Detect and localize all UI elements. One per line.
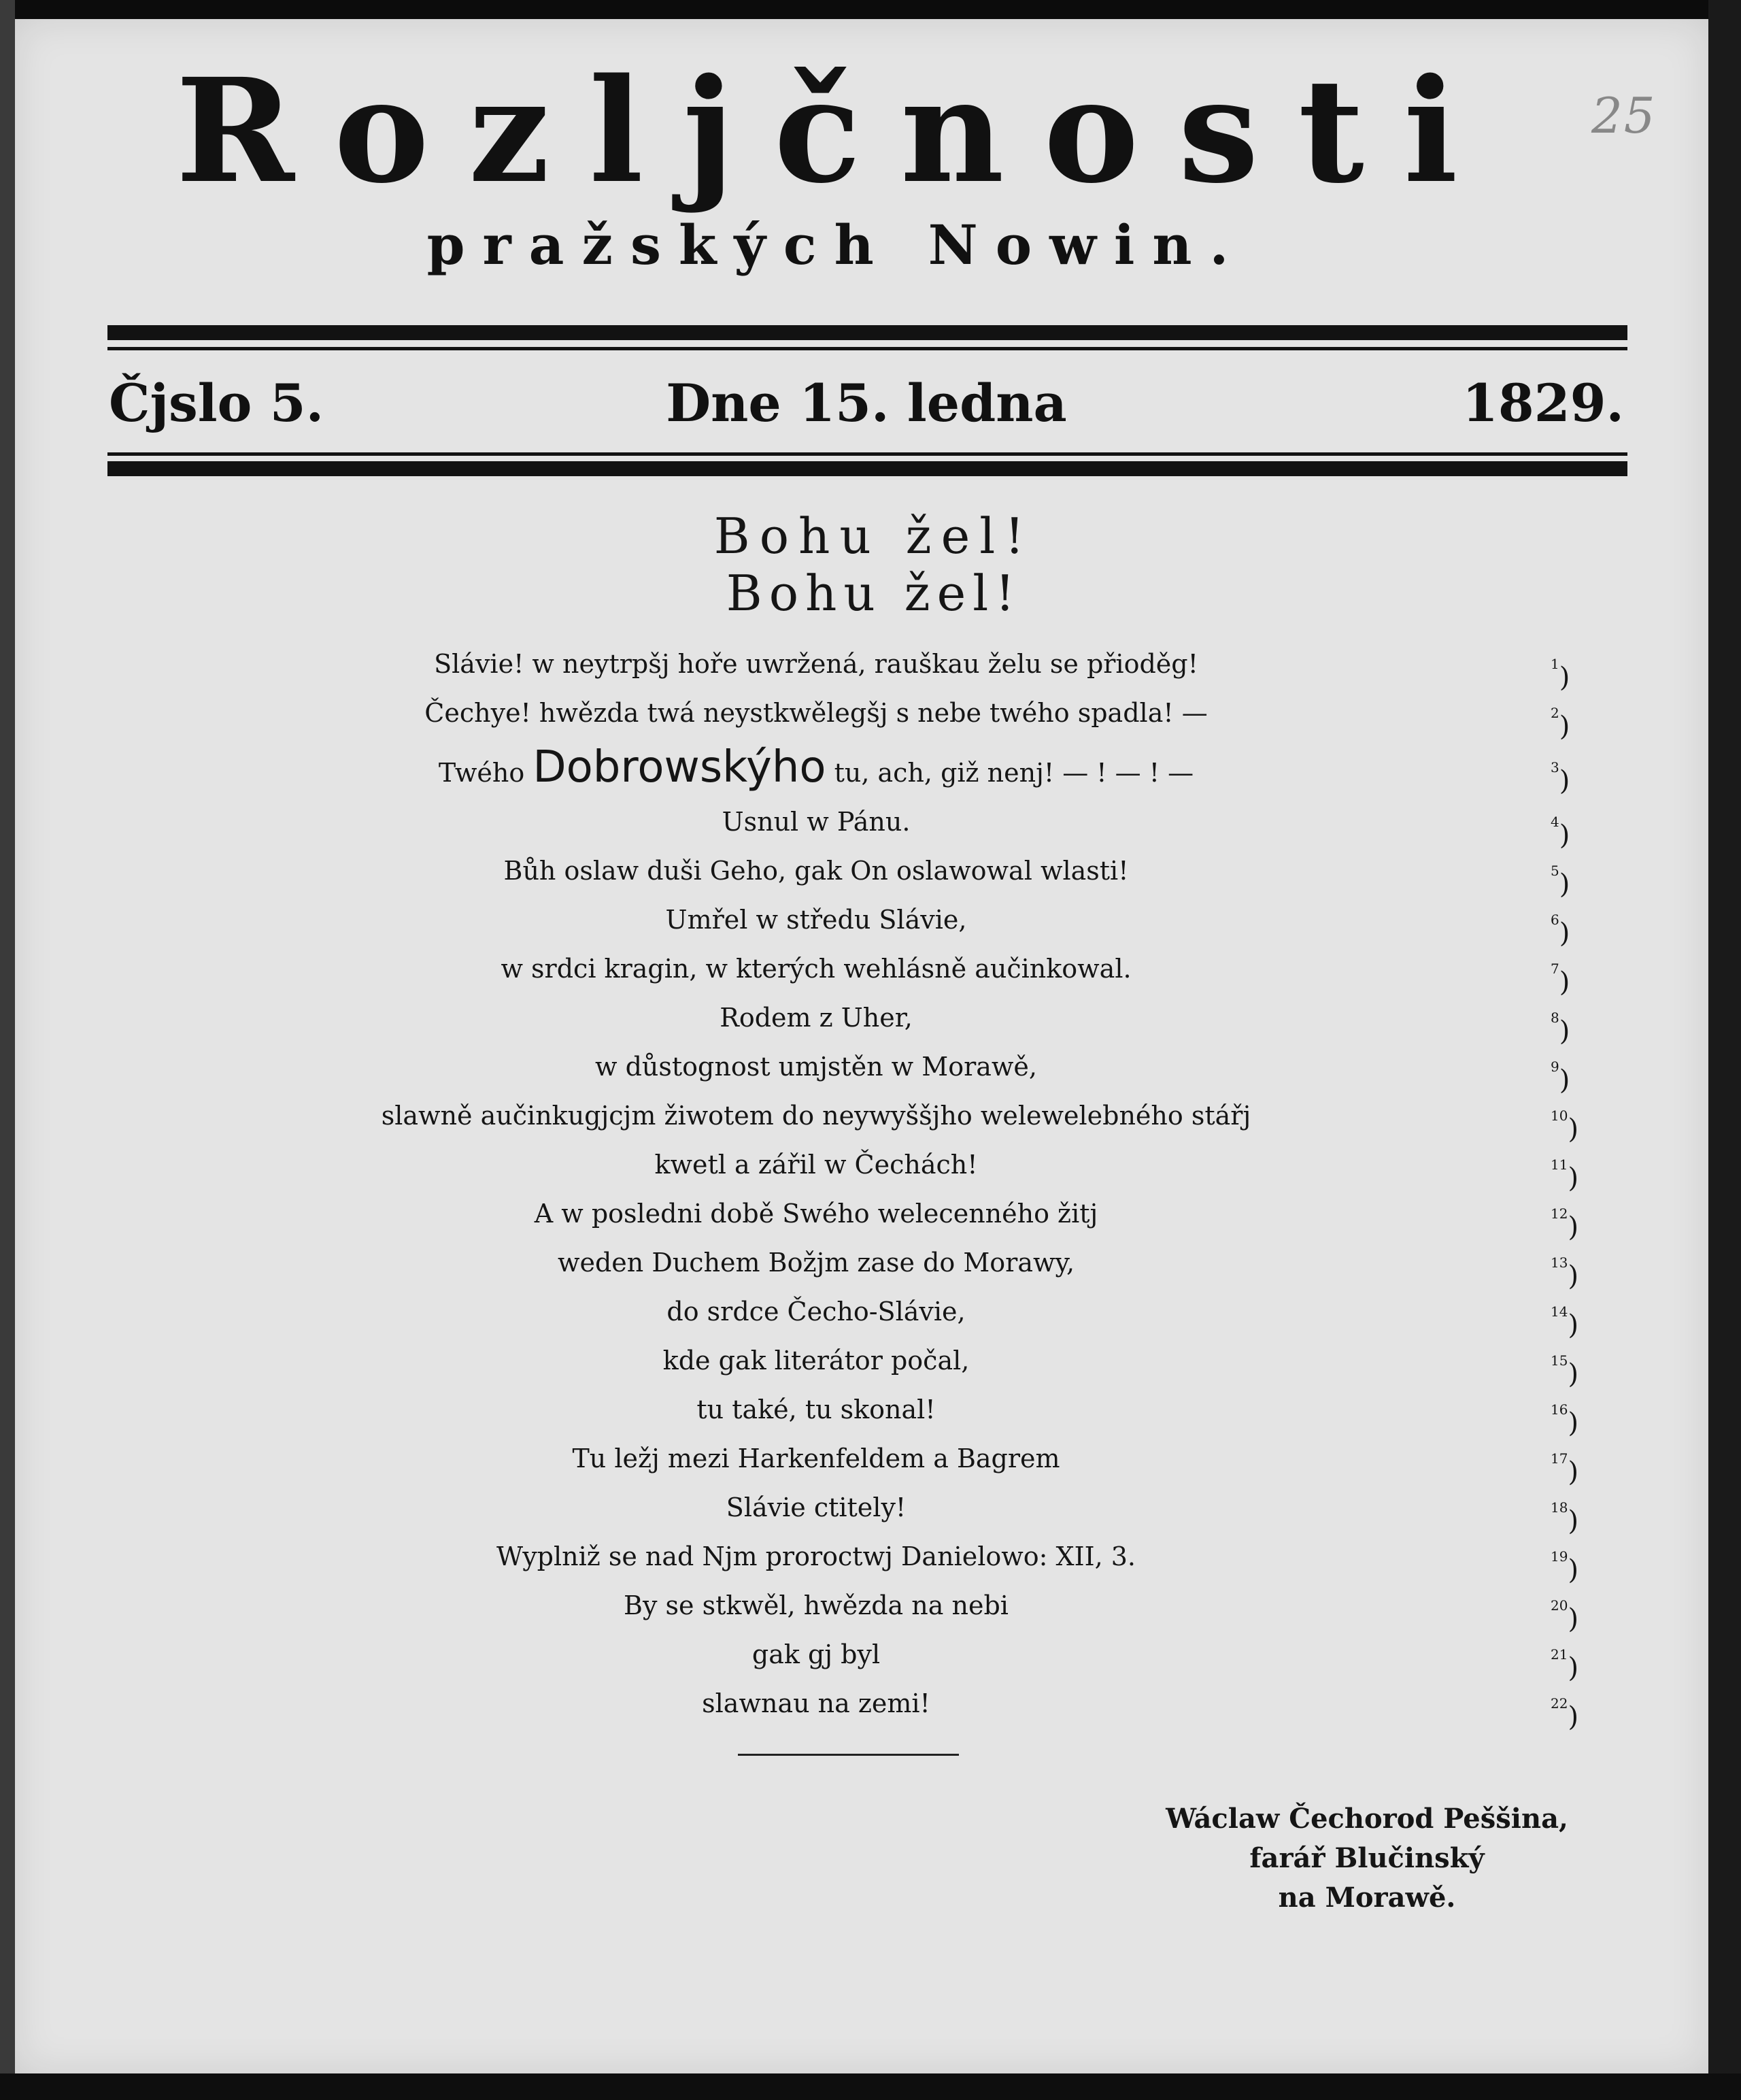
footnote-marker: $^{12}$) xyxy=(1551,1205,1579,1243)
scan-edge-bottom xyxy=(0,2073,1741,2100)
footnote-marker: $^{18}$) xyxy=(1551,1499,1579,1537)
poem-line-text: gak gj byl xyxy=(751,1639,881,1669)
issue-line xyxy=(109,373,1624,434)
poem-line-text: w důstognost umjstěn w Morawě, xyxy=(595,1052,1037,1082)
poem-line xyxy=(204,1532,1579,1586)
signature xyxy=(1136,1799,1598,1918)
poem-heading-1: Bohu žel! xyxy=(713,507,1034,565)
poem-heading-2: Bohu žel! xyxy=(726,565,1022,622)
poem-line xyxy=(204,1091,1579,1145)
footnote-marker: $^7$) xyxy=(1551,961,1570,998)
poem-line-text: Bůh oslaw duši Geho, gak On oslawowal wlasti! xyxy=(503,856,1129,886)
poem-line-text: Slávie ctitely! xyxy=(726,1493,907,1522)
poem-line xyxy=(204,1385,1579,1439)
poem-line xyxy=(204,688,1570,742)
poem-line-text: Čechye! hwězda twá neystkwělegšj s nebe twého spadla! — xyxy=(424,698,1208,728)
signature-office: farář Blučinský xyxy=(1249,1842,1485,1874)
poem-line xyxy=(204,1336,1579,1390)
poem-line-text: weden Duchem Božjm zase do Morawy, xyxy=(557,1248,1075,1278)
poem-line xyxy=(204,1042,1570,1096)
poem-line xyxy=(204,1483,1579,1537)
poem-line-text: By se stkwěl, hwězda na nebi xyxy=(624,1590,1009,1620)
poem-line xyxy=(204,846,1570,900)
footnote-marker: $^5$) xyxy=(1551,863,1570,900)
poem-line-prefix: Twého xyxy=(438,758,533,788)
footnote-marker: $^9$) xyxy=(1551,1059,1570,1096)
poem-line xyxy=(204,1630,1579,1684)
footnote-marker: $^{10}$) xyxy=(1551,1107,1579,1145)
signature-name: Wáclaw Čechorod Peššina, xyxy=(1166,1803,1568,1835)
poem-line xyxy=(204,1238,1579,1292)
footnote-marker: $^4$) xyxy=(1551,814,1570,851)
footnote-marker: $^{22}$) xyxy=(1551,1695,1579,1733)
poem-line-text: tu také, tu skonal! xyxy=(696,1395,936,1424)
issue-number: Čjslo 5. xyxy=(109,373,324,433)
poem-line-text: Wyplniž se nad Njm proroctwj Danielowo: XII, 3. xyxy=(496,1541,1136,1571)
footnote-marker: $^{15}$) xyxy=(1551,1352,1579,1390)
poem-line-text: kwetl a zářil w Čechách! xyxy=(654,1150,978,1180)
margin-note: 25 xyxy=(1591,87,1657,144)
scan-edge-left xyxy=(0,0,15,2100)
poem-line-text: Umřel w středu Slávie, xyxy=(665,905,967,935)
poem-line-text xyxy=(204,737,1428,803)
masthead-rule-thin xyxy=(107,347,1627,350)
poem-line-text: Slávie! w neytrpšj hoře uwržená, rauškau želu se přioděg! xyxy=(434,649,1198,679)
footnote-marker: $^3$) xyxy=(1551,759,1570,797)
poem-line xyxy=(204,737,1570,797)
poem-line xyxy=(204,797,1570,851)
footnote-marker: $^{21}$) xyxy=(1551,1646,1579,1684)
poem-line xyxy=(204,1679,1579,1733)
footnote-marker: $^{14}$) xyxy=(1551,1303,1579,1341)
footnote-marker: $^{19}$) xyxy=(1551,1548,1579,1586)
masthead-subtitle: pražských Nowin. xyxy=(426,213,1247,277)
poem-line xyxy=(204,1140,1579,1194)
poem xyxy=(204,639,1579,1733)
footnote-marker: $^2$) xyxy=(1551,705,1570,742)
poem-line xyxy=(204,1581,1579,1635)
poem-line xyxy=(204,1434,1579,1488)
poem-line xyxy=(204,895,1570,949)
footnote-marker: $^1$) xyxy=(1551,656,1570,693)
poem-line-text: slawně aučinkugjcjm žiwotem do neywyššjho welewelebného stářj xyxy=(381,1101,1251,1131)
issue-year: 1829. xyxy=(1462,373,1624,433)
poem-line-text: w srdci kragin, w kterých wehlásně aučinkowal. xyxy=(501,954,1132,984)
footnote-marker: $^6$) xyxy=(1551,912,1570,949)
poem-line xyxy=(204,1287,1579,1341)
issue-rule-thick xyxy=(107,461,1627,476)
footnote-marker: $^{11}$) xyxy=(1551,1156,1579,1194)
footnote-marker: $^{13}$) xyxy=(1551,1254,1579,1292)
footnote-marker: $^8$) xyxy=(1551,1010,1570,1047)
poem-line-text: Tu ležj mezi Harkenfeldem a Bagrem xyxy=(572,1444,1060,1473)
poem-line-suffix: tu, ach, giž nenj! — ! — ! — xyxy=(826,758,1194,788)
poem-line xyxy=(204,944,1570,998)
masthead-rule-thick xyxy=(107,325,1627,340)
footnote-marker: $^{16}$) xyxy=(1551,1401,1579,1439)
issue-date: Dne 15. ledna xyxy=(666,373,1067,433)
footnote-marker: $^{17}$) xyxy=(1551,1450,1579,1488)
poem-line-text: do srdce Čecho-Slávie, xyxy=(666,1297,966,1327)
poem-line-text: slawnau na zemi! xyxy=(702,1688,930,1718)
masthead-title: Rozljčnosti xyxy=(175,47,1498,215)
closing-rule xyxy=(738,1754,959,1756)
poem-line-text: kde gak literátor počal, xyxy=(662,1346,970,1376)
poem-line-text: Usnul w Pánu. xyxy=(722,807,911,837)
poem-line xyxy=(204,1189,1579,1243)
poem-line xyxy=(204,639,1570,693)
poem-line-text: A w posledni době Swého welecenného žitj xyxy=(534,1199,1098,1229)
dobrowsky-name: Dobrowskýho xyxy=(533,742,826,793)
issue-rule-thin xyxy=(107,452,1627,456)
scan-edge-right xyxy=(1708,0,1741,2100)
signature-place: na Morawě. xyxy=(1278,1882,1456,1914)
poem-line-text: Rodem z Uher, xyxy=(720,1003,913,1033)
poem-line xyxy=(204,993,1570,1047)
footnote-marker: $^{20}$) xyxy=(1551,1597,1579,1635)
